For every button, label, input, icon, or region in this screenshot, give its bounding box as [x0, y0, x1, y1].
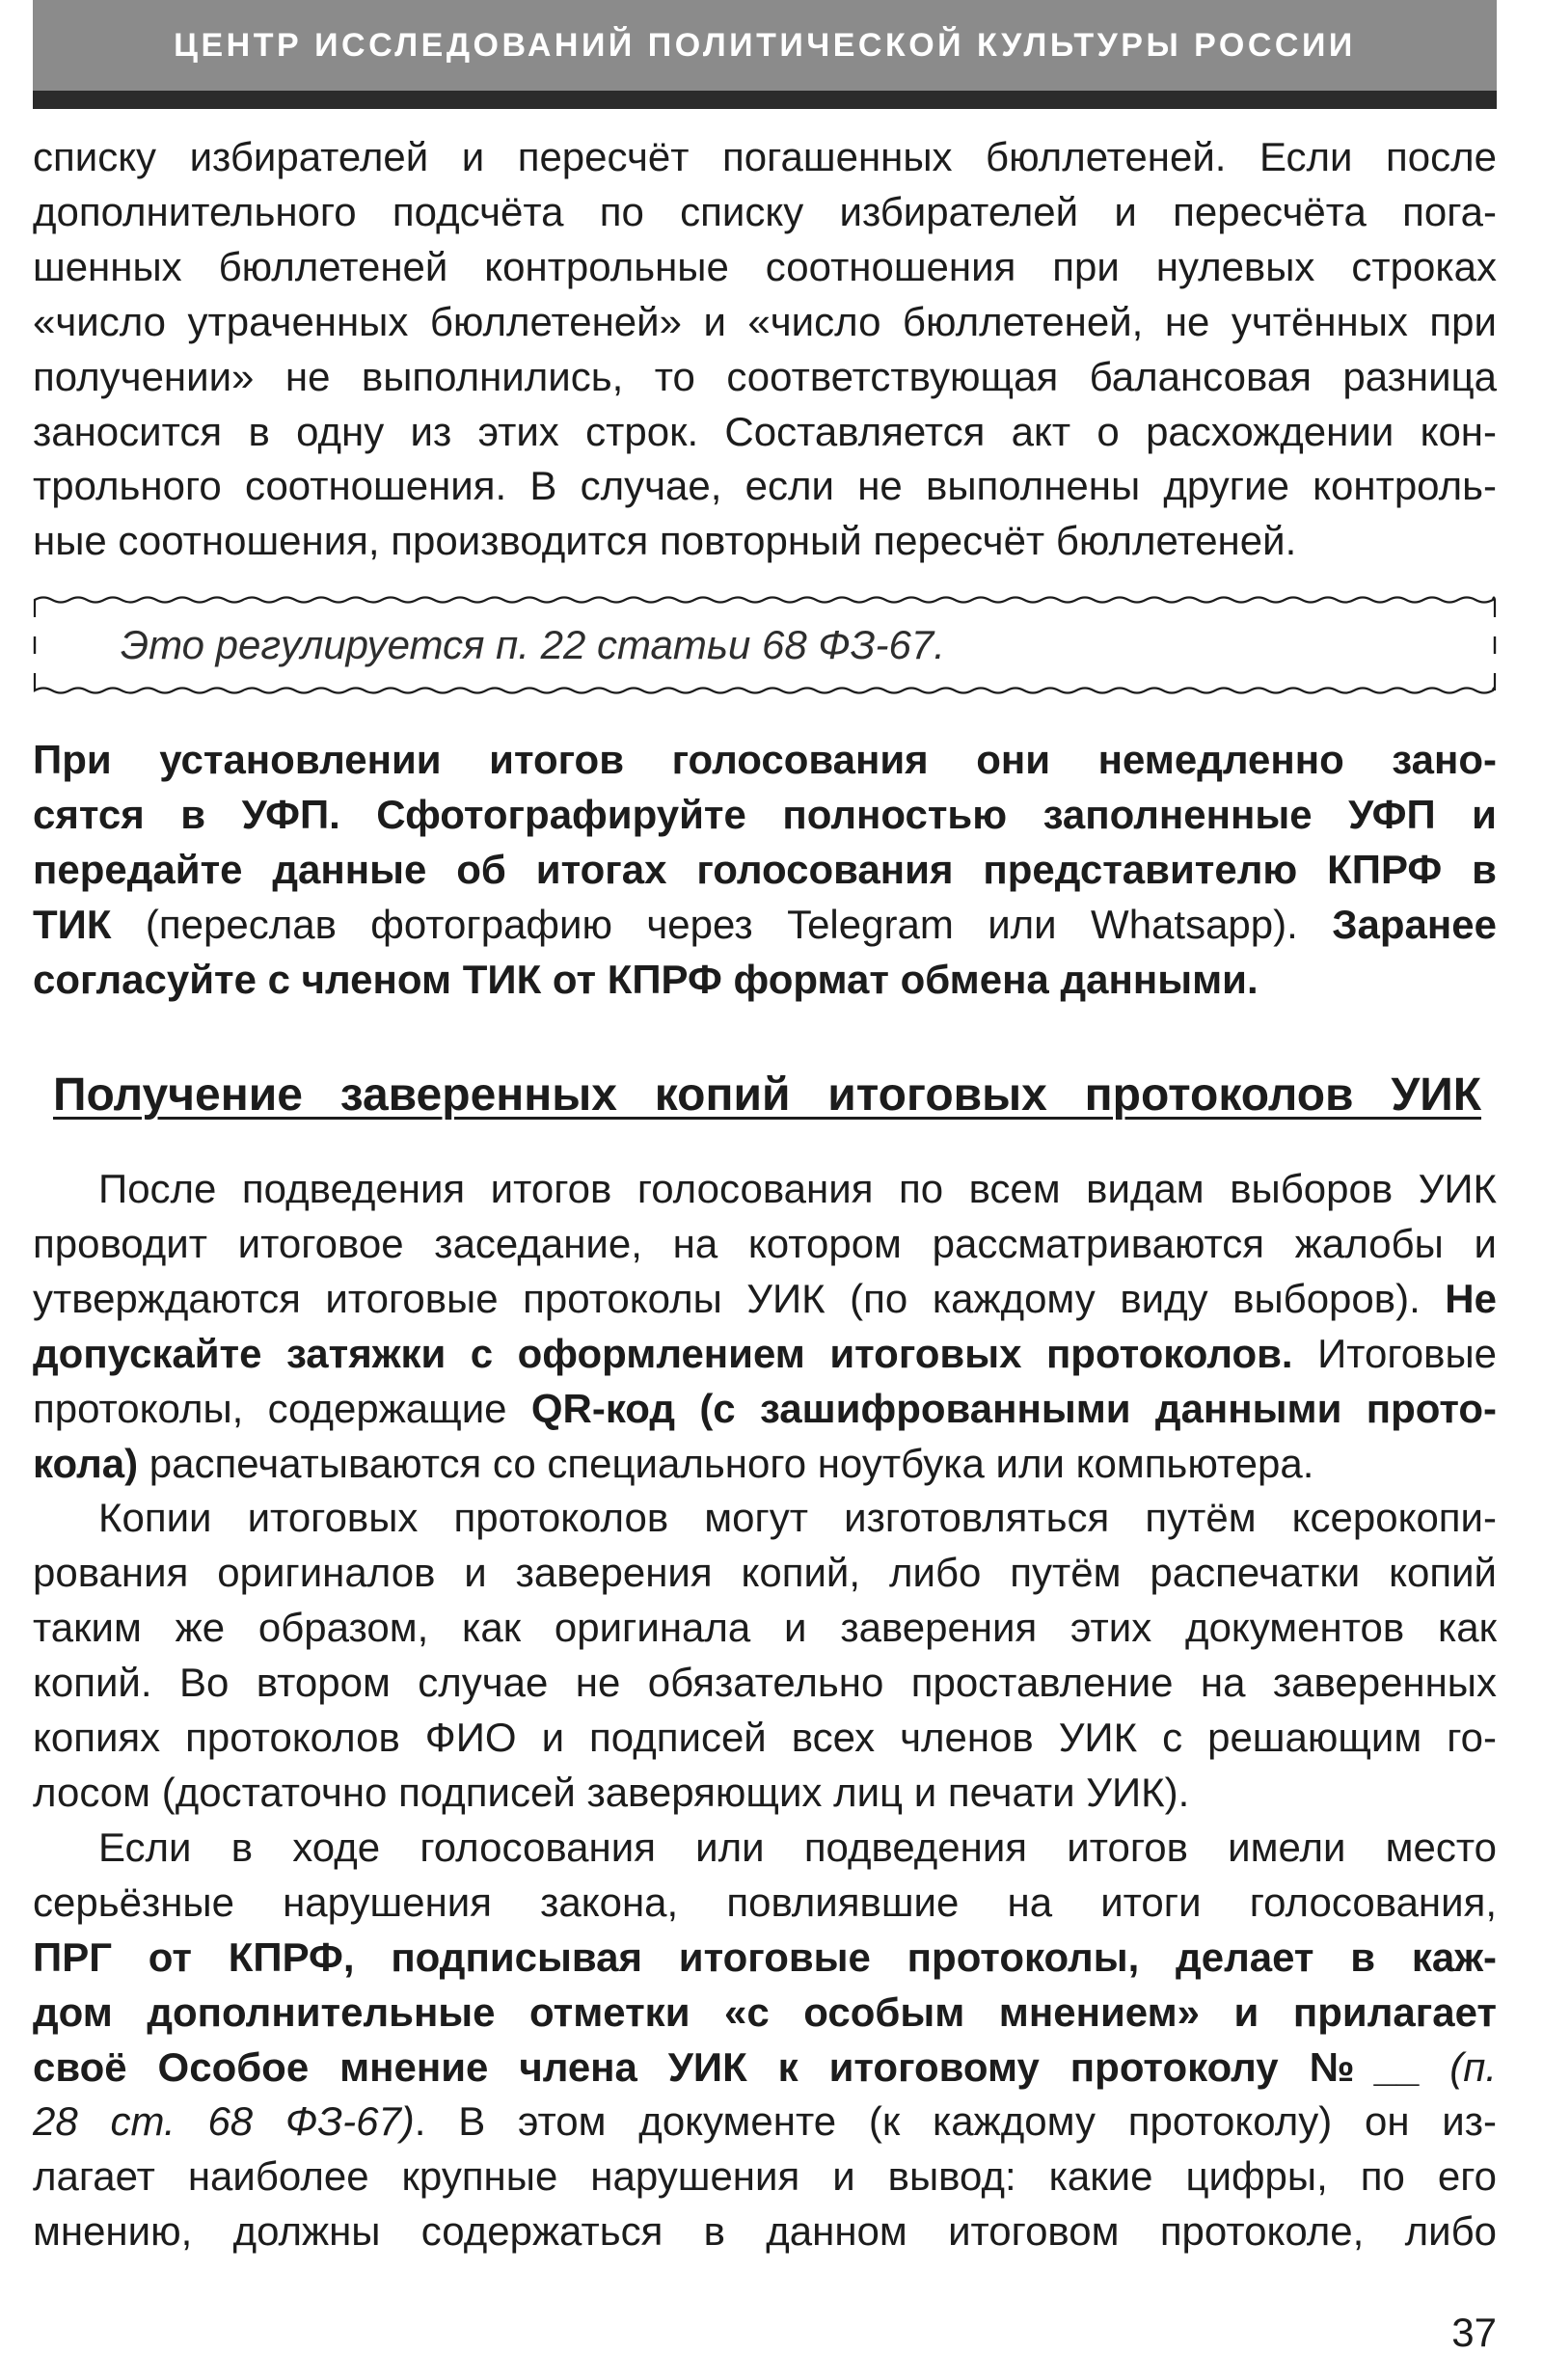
text-line: Копии итоговых протоколов могут изготовляться путём ксерокопи- — [98, 1495, 1497, 1541]
page-header-banner — [33, 0, 1497, 91]
text-line: шенных бюллетеней контрольные соотношения при нулевых строках — [33, 243, 1497, 289]
regular-text-span: протоколы, содержащие — [33, 1385, 531, 1431]
text-line: передайте данные об итогах голосования представителю КПРФ в — [33, 846, 1497, 892]
regular-text-span: (переслав фотографию через Telegram или Whatsapp). — [111, 901, 1333, 947]
text-line: заносится в одну из этих строк. Составляется акт о расхождении кон- — [33, 408, 1497, 454]
header-divider-bar — [33, 91, 1497, 109]
text-line: таким же образом, как оригинала и заверения этих документов как — [33, 1605, 1497, 1651]
wavy-border-bottom — [35, 673, 1495, 693]
regular-text-span: распечатываются со специального ноутбука или компьютера. — [138, 1440, 1314, 1486]
text-line: трольного соотношения. В случае, если не выполнены другие контроль- — [33, 463, 1497, 509]
text-line: Если в ходе голосования или подведения итогов имели место — [98, 1824, 1497, 1870]
text-line: «число утраченных бюллетеней» и «число бюллетеней, не учтённых при — [33, 298, 1497, 344]
bold-text-span: допускайте затяжки с оформлением итоговых протоколов. — [33, 1330, 1293, 1376]
bold-text-span: кола) — [33, 1440, 139, 1486]
text-line: списку избирателей и пересчёт погашенных бюллетеней. Если после — [33, 134, 1497, 179]
italic-text-span: 28 ст. 68 ФЗ-67) — [33, 2098, 415, 2145]
text-line: При установлении итогов голосования они немедленно зано- — [33, 737, 1497, 782]
intro-paragraph — [33, 130, 1497, 569]
text-line: После подведения итогов голосования по всем видам выборов УИК — [98, 1166, 1497, 1211]
bold-text-span: Не — [1445, 1275, 1497, 1321]
text-line: копий. Во втором случае не обязательно проставление на заверенных — [33, 1660, 1497, 1706]
wavy-border-top — [35, 598, 1495, 618]
section-heading: Получение заверенных копий итоговых протоколов УИК — [53, 1069, 1481, 1121]
text-line — [33, 898, 1497, 953]
text-line: ПРГ от КПРФ, подписывая итоговые протоколы, делает в каж- — [33, 1934, 1497, 1980]
text-line: лосом (достаточно подписей заверяющих лиц и печати УИК). — [33, 1769, 1190, 1815]
text-line: дом дополнительные отметки «с особым мнением» и прилагает — [33, 1988, 1497, 2035]
text-line — [33, 1272, 1497, 1327]
header-title: ЦЕНТР ИССЛЕДОВАНИЙ ПОЛИТИЧЕСКОЙ КУЛЬТУРЫ РОССИИ — [174, 27, 1356, 64]
text-line: ные соотношения, производится повторный пересчёт бюллетеней. — [33, 518, 1297, 564]
text-line — [33, 1382, 1497, 1437]
text-line — [33, 1327, 1497, 1382]
text-line: сятся в УФП. Сфотографируйте полностью заполненные УФП и — [33, 791, 1497, 837]
text-line: мнению, должны содержаться в данном итоговом протоколе, либо — [33, 2208, 1497, 2255]
text-line — [33, 2041, 1497, 2096]
text-line: согласуйте с членом ТИК от КПРФ формат обмена данными. — [33, 956, 1259, 1002]
bold-text-span: своё Особое мнение члена УИК к итоговому протоколу №__ — [33, 2043, 1420, 2090]
bold-text-span: Заранее — [1332, 901, 1497, 947]
text-line: серьёзные нарушения закона, повлиявшие на итоги голосования, — [33, 1879, 1497, 1925]
section-body — [33, 1162, 1497, 2259]
text-line — [33, 2095, 1497, 2150]
text-line: получении» не выполнились, то соответствующая балансовая разница — [33, 353, 1497, 399]
text-line — [33, 1437, 1497, 1492]
italic-text-span: (п. — [1419, 2043, 1498, 2090]
bold-text-span: QR-код (с зашифрованными данными прото- — [530, 1385, 1497, 1431]
reference-note-box — [33, 592, 1497, 698]
text-line: лагает наиболее крупные нарушения и вывод: какие цифры, по его — [33, 2153, 1497, 2200]
reference-note-text: Это регулируется п. 22 статьи 68 ФЗ-67. — [121, 622, 945, 667]
text-line: проводит итоговое заседание, на котором рассматриваются жалобы и — [33, 1220, 1497, 1266]
text-line: копиях протоколов ФИО и подписей всех членов УИК с решающим го- — [33, 1715, 1497, 1761]
page-number: 37 — [1451, 2310, 1497, 2355]
regular-text-span: Итоговые — [1292, 1330, 1497, 1376]
highlight-paragraph — [33, 733, 1497, 1008]
regular-text-span: . В этом документе (к каждому протоколу) он из- — [414, 2098, 1497, 2145]
regular-text-span: утверждаются итоговые протоколы УИК (по каждому виду выборов). — [33, 1275, 1446, 1321]
bold-text-span: ТИК — [33, 901, 112, 947]
text-line: рования оригиналов и заверения копий, либо путём распечатки копий — [33, 1550, 1497, 1596]
text-line: дополнительного подсчёта по списку избирателей и пересчёта пога- — [33, 188, 1497, 234]
